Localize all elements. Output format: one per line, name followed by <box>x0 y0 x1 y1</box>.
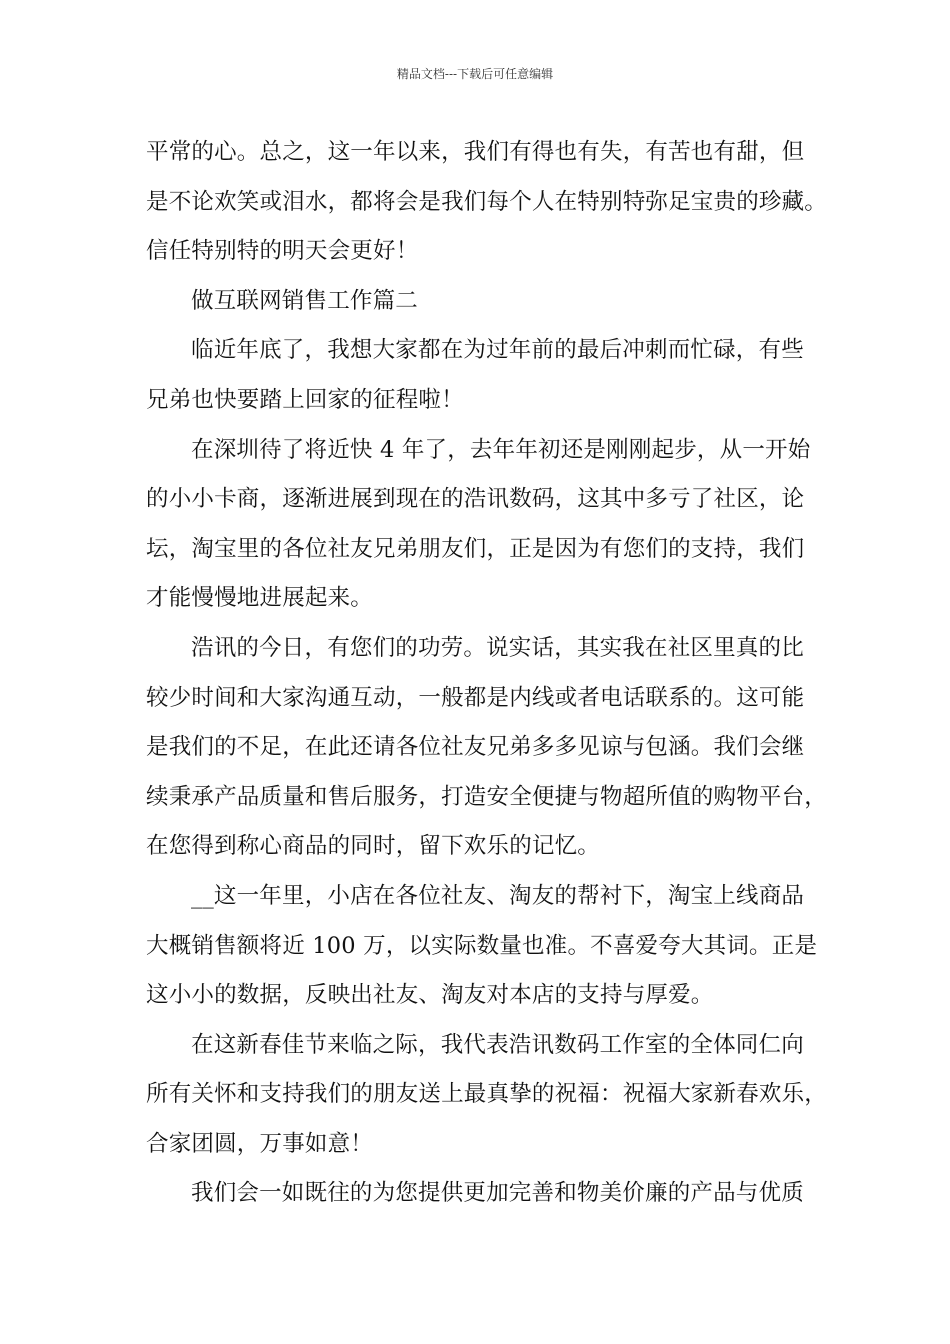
text-line: 信任特别特的明天会更好！ <box>146 238 419 265</box>
text-line: 临近年底了，我想大家都在为过年前的最后冲刺而忙碌，有些 <box>191 337 804 364</box>
paragraph-6 <box>146 1021 828 1170</box>
text-line: 是不论欢笑或泪水，都将会是我们每个人在特别特弥足宝贵的珍藏。 <box>146 188 828 215</box>
text-line: 合家团圆，万事如意！ <box>146 1130 374 1157</box>
paragraph-1 <box>146 128 828 277</box>
paragraph-4 <box>146 624 828 872</box>
text-line: 在您得到称心商品的同时，留下欢乐的记忆。 <box>146 833 601 860</box>
text-line: 的小小卡商，逐渐进展到现在的浩讯数码，这其中多亏了社区，论 <box>146 486 805 513</box>
paragraph-2 <box>146 326 818 425</box>
text-line: 才能慢慢地进展起来。 <box>146 585 374 612</box>
text-line: 兄弟也快要踏上回家的征程啦！ <box>146 386 464 413</box>
paragraph-7 <box>146 1169 818 1219</box>
text-line: 这小小的数据，反映出社友、淘友对本店的支持与厚爱。 <box>146 982 714 1009</box>
paragraph-3 <box>146 426 818 624</box>
text-line: 所有关怀和支持我们的朋友送上最真挚的祝福：祝福大家新春欢乐， <box>146 1081 828 1108</box>
text-line: 我们会一如既往的为您提供更加完善和物美价廉的产品与优质 <box>191 1180 804 1207</box>
page-header: 精品文档---下载后可任意编辑 <box>396 67 554 81</box>
text-line: __这一年里，小店在各位社友、淘友的帮衬下，淘宝上线商品 <box>191 882 805 909</box>
text-line: 做互联网销售工作篇二 <box>191 287 419 314</box>
document-body <box>146 128 828 1219</box>
text-line: 在这新春佳节来临之际，我代表浩讯数码工作室的全体同仁向 <box>191 1031 804 1058</box>
text-line: 续秉承产品质量和售后服务，打造安全便捷与物超所值的购物平台， <box>146 783 828 810</box>
text-line: 大概销售额将近 100 万，以实际数量也准。不喜爱夸大其词。正是 <box>146 932 818 959</box>
text-line: 是我们的不足，在此还请各位社友兄弟多多见谅与包涵。我们会继 <box>146 734 805 761</box>
text-line: 坛，淘宝里的各位社友兄弟朋友们，正是因为有您们的支持，我们 <box>146 535 805 562</box>
paragraph-5 <box>146 872 818 1021</box>
text-line: 在深圳待了将近快 4 年了，去年年初还是刚刚起步，从一开始 <box>191 436 811 463</box>
text-line: 平常的心。总之，这一年以来，我们有得也有失，有苦也有甜，但 <box>146 139 805 165</box>
section-heading <box>146 277 818 327</box>
text-line: 较少时间和大家沟通互动，一般都是内线或者电话联系的。这可能 <box>146 684 805 711</box>
text-line: 浩讯的今日，有您们的功劳。说实话，其实我在社区里真的比 <box>191 634 804 661</box>
